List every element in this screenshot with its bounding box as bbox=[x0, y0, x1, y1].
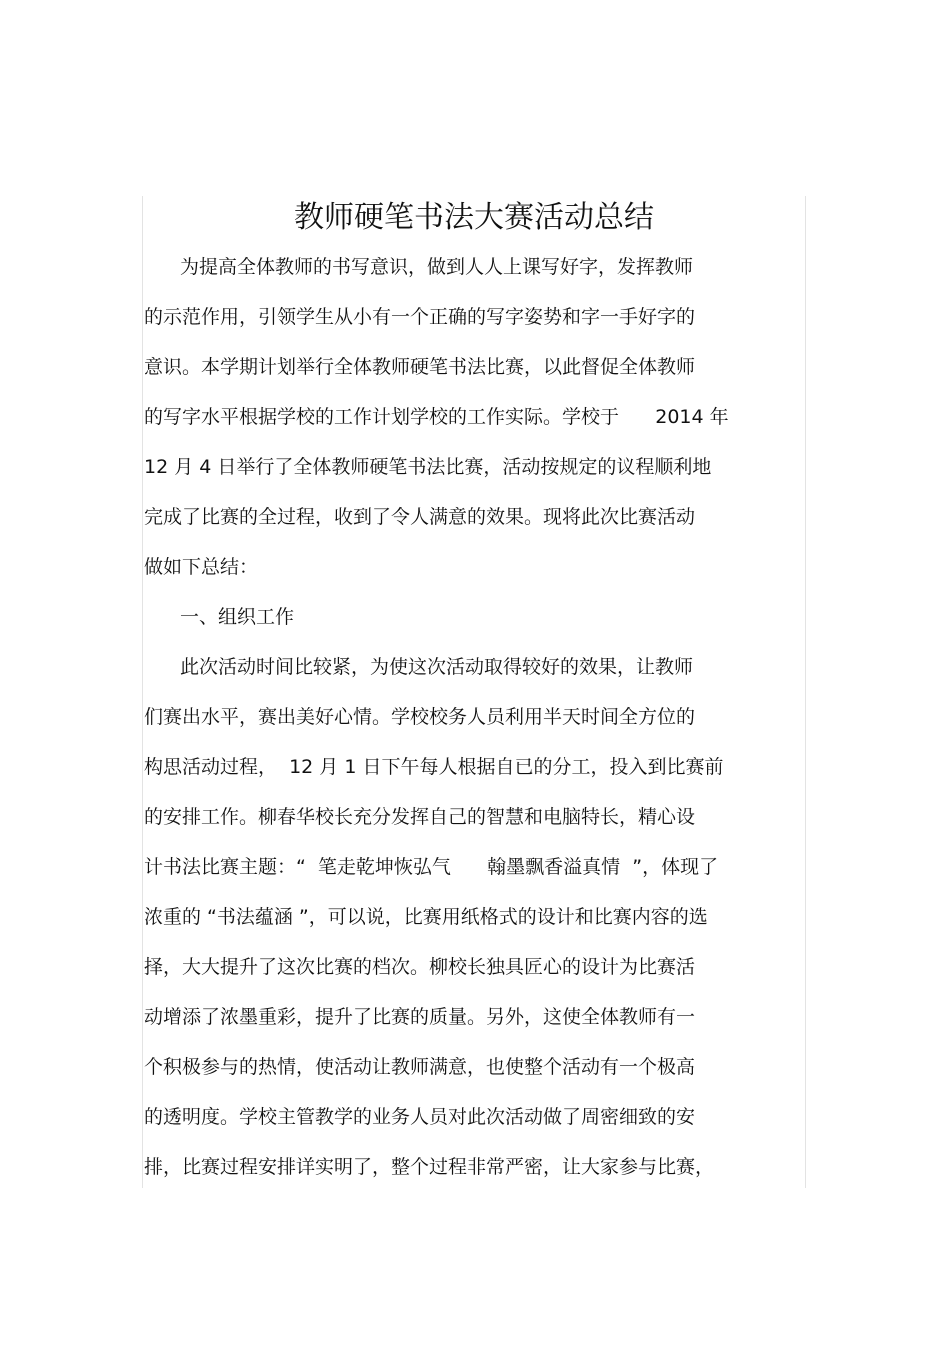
paragraph-line: 的透明度。学校主管教学的业务人员对此次活动做了周密细致的安 bbox=[144, 1106, 696, 1128]
paragraph-line: 个积极参与的热情，使活动让教师满意，也使整个活动有一个极高 bbox=[144, 1056, 696, 1078]
section-heading: 一、组织工作 bbox=[180, 606, 295, 628]
document-title: 教师硬笔书法大赛活动总结 bbox=[294, 200, 654, 235]
paragraph-line: 计书法比赛主题：“ 笔走乾坤恢弘气 翰墨飘香溢真情 ”，体现了 bbox=[144, 856, 719, 878]
paragraph-line: 择，大大提升了这次比赛的档次。柳校长独具匠心的设计为比赛活 bbox=[144, 956, 696, 978]
paragraph-line: 们赛出水平，赛出美好心情。学校校务人员利用半天时间全方位的 bbox=[144, 706, 696, 728]
paragraph-line: 此次活动时间比较紧，为使这次活动取得较好的效果，让教师 bbox=[180, 656, 694, 678]
paragraph-line: 排，比赛过程安排详实明了，整个过程非常严密，让大家参与比赛， bbox=[144, 1156, 715, 1178]
paragraph-line: 12 月 4 日举行了全体教师硬笔书法比赛，活动按规定的议程顺利地 bbox=[144, 456, 712, 478]
paragraph-line: 的示范作用，引领学生从小有一个正确的写字姿势和字一手好字的 bbox=[144, 306, 696, 328]
paragraph-line: 意识。本学期计划举行全体教师硬笔书法比赛，以此督促全体教师 bbox=[144, 356, 696, 378]
paragraph-line: 构思活动过程， 12 月 1 日下午每人根据自已的分工，投入到比赛前 bbox=[144, 756, 724, 778]
paragraph-line: 的写字水平根据学校的工作计划学校的工作实际。学校于 2014 年 bbox=[144, 406, 729, 428]
paragraph-line: 为提高全体教师的书写意识，做到人人上课写好字，发挥教师 bbox=[180, 256, 694, 278]
paragraph-line: 浓重的 “书法蕴涵 ”，可以说，比赛用纸格式的设计和比赛内容的选 bbox=[144, 906, 708, 928]
paragraph-line: 完成了比赛的全过程，收到了令人满意的效果。现将此次比赛活动 bbox=[144, 506, 696, 528]
paragraph-line: 做如下总结： bbox=[144, 556, 259, 578]
paragraph-line: 的安排工作。柳春华校长充分发挥自己的智慧和电脑特长，精心设 bbox=[144, 806, 696, 828]
text-frame bbox=[142, 196, 806, 1188]
paragraph-line: 动增添了浓墨重彩，提升了比赛的质量。另外，这使全体教师有一 bbox=[144, 1006, 696, 1028]
